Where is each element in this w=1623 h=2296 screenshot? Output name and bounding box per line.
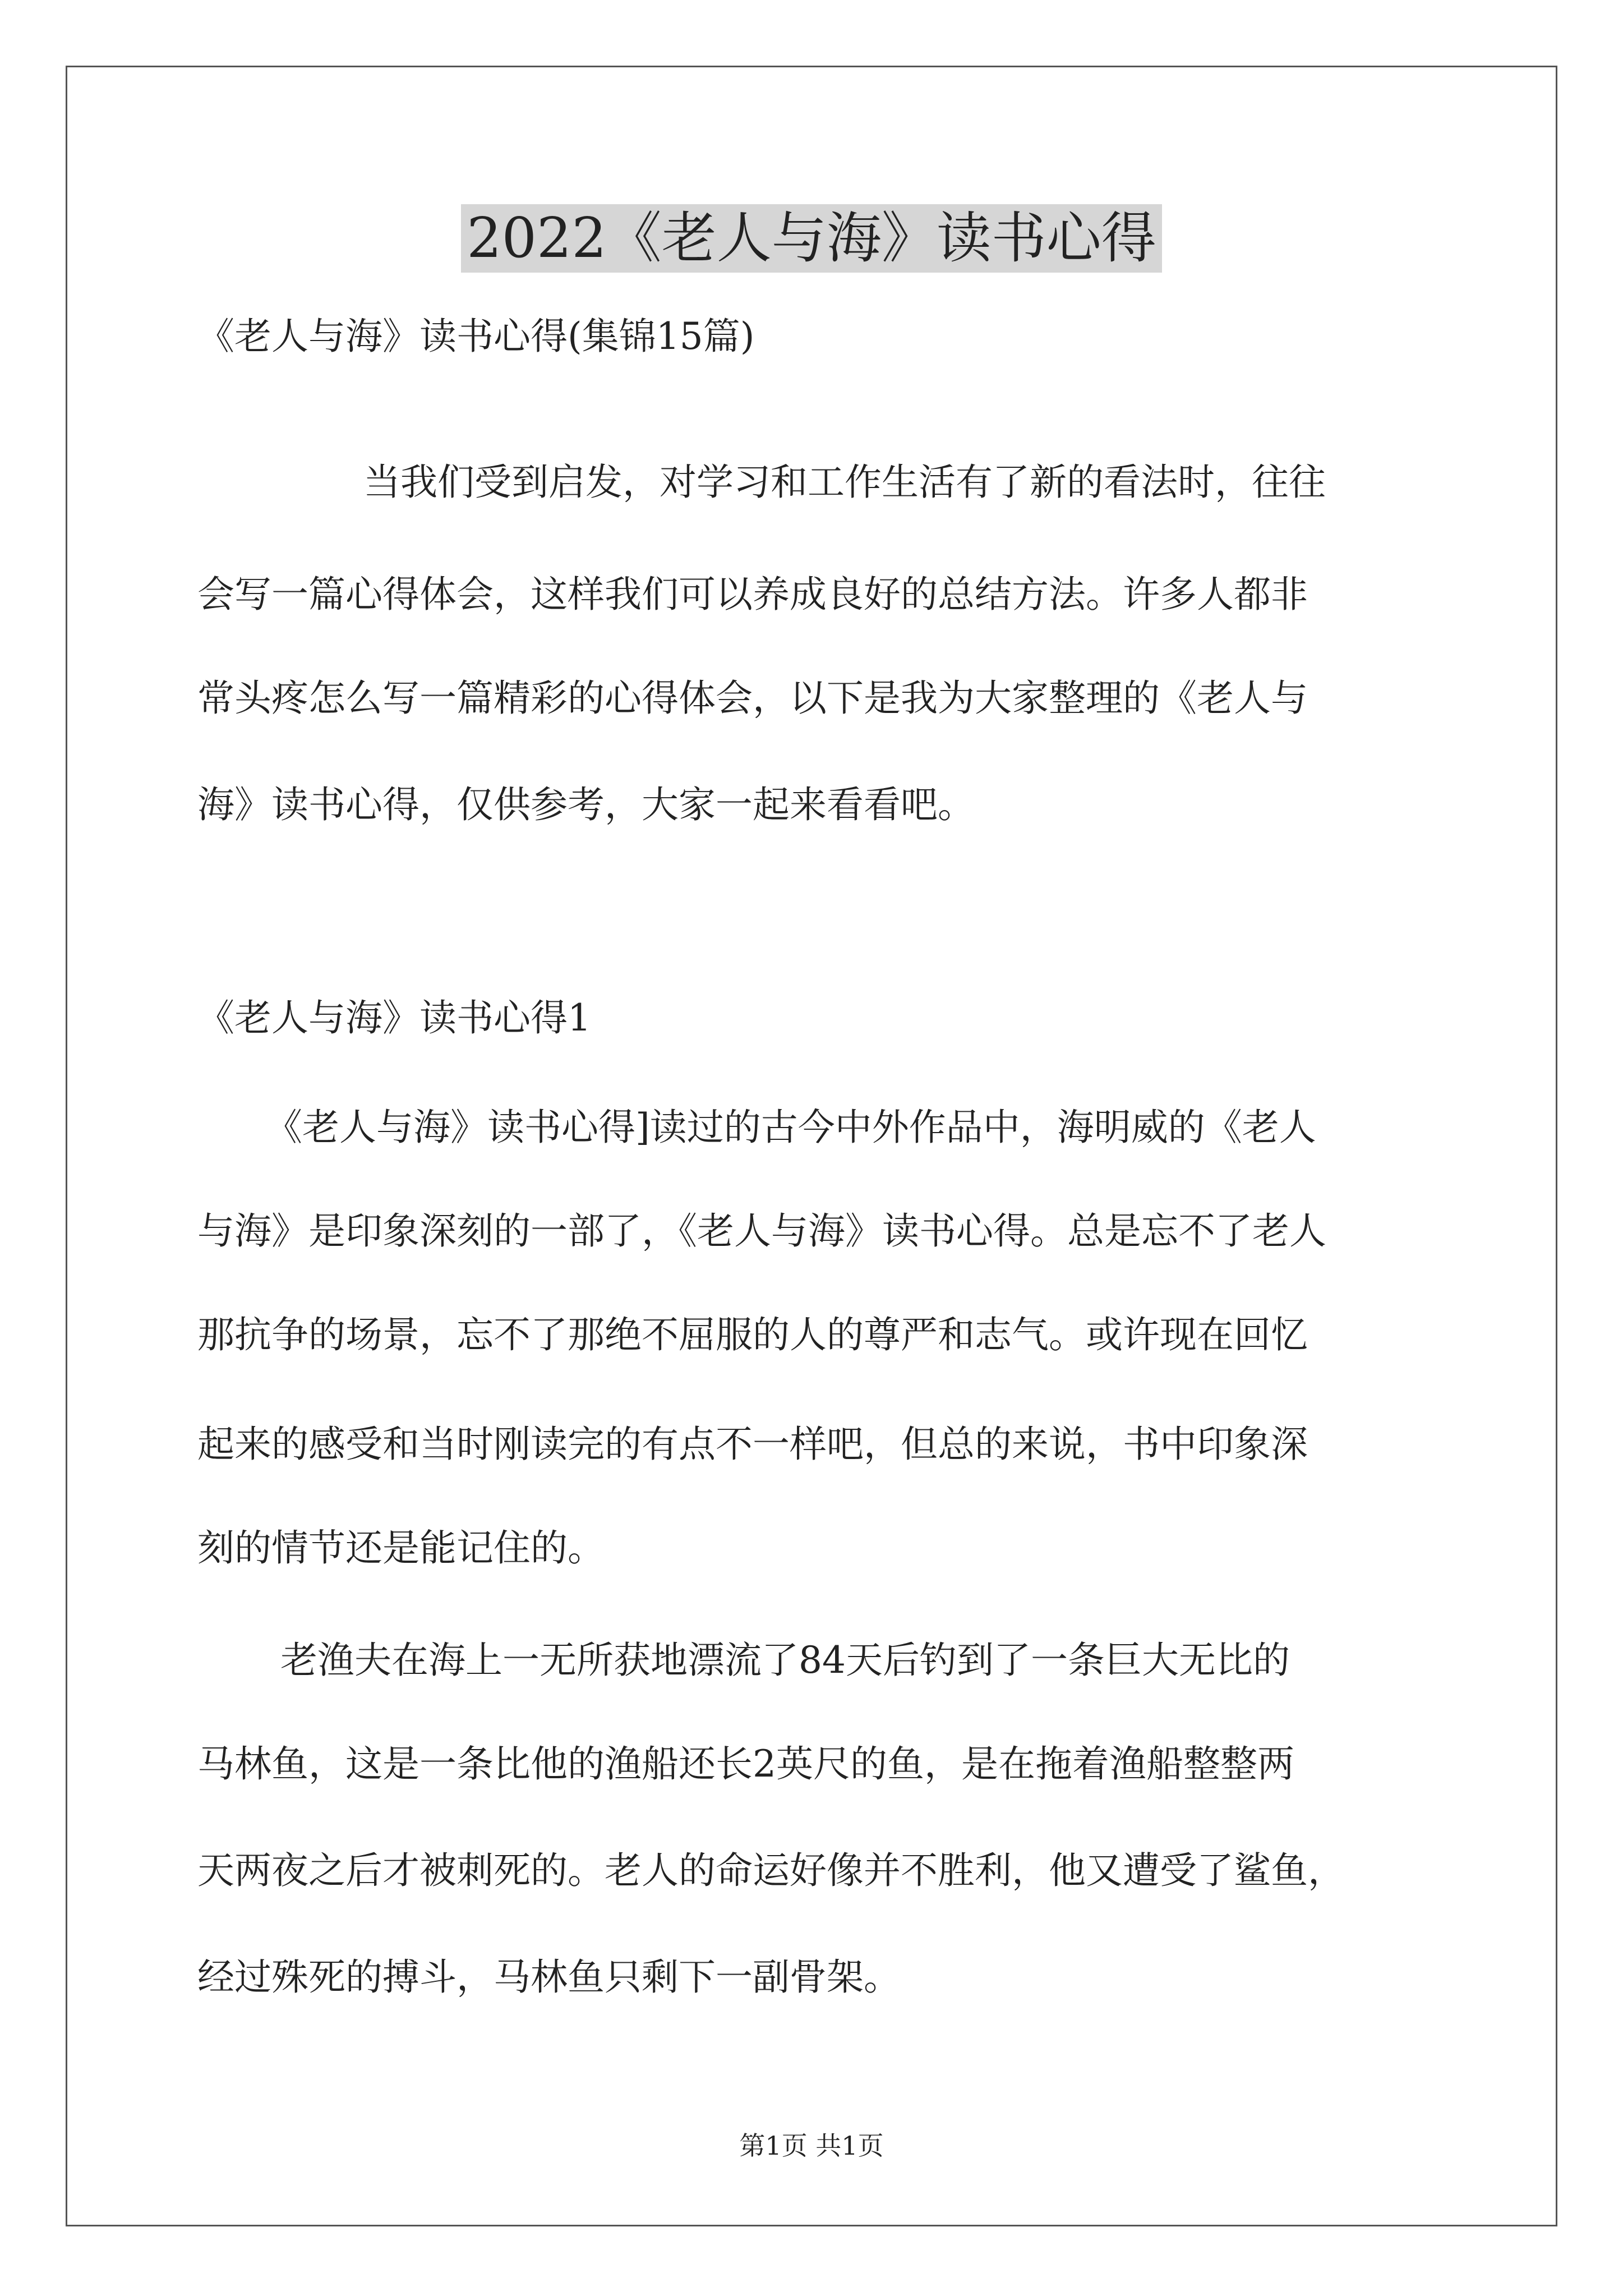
section-heading: 《老人与海》读书心得1	[197, 996, 591, 1039]
paragraph-line: 那抗争的场景，忘不了那绝不屈服的人的尊严和志气。或许现在回忆	[197, 1313, 1308, 1356]
intro-line: 常头疼怎么写一篇精彩的心得体会，以下是我为大家整理的《老人与	[197, 677, 1308, 720]
paragraph-line: 《老人与海》读书心得]读过的古今中外作品中，海明威的《老人	[265, 1106, 1316, 1149]
paragraph-line: 马林鱼，这是一条比他的渔船还长2英尺的鱼，是在拖着渔船整整两	[197, 1742, 1294, 1786]
paragraph-line: 老渔夫在海上一无所获地漂流了84天后钓到了一条巨大无比的	[280, 1639, 1290, 1682]
intro-line: 海》读书心得，仅供参考，大家一起来看看吧。	[197, 783, 975, 826]
paragraph-line: 天两夜之后才被刺死的。老人的命运好像并不胜利，他又遭受了鲨鱼，	[197, 1849, 1345, 1892]
paragraph-line: 刻的情节还是能记住的。	[197, 1526, 605, 1570]
paragraph-line: 起来的感受和当时刚读完的有点不一样吧，但总的来说，书中印象深	[197, 1423, 1308, 1466]
intro-line: 当我们受到启发，对学习和工作生活有了新的看法时，往往	[363, 461, 1326, 504]
paragraph-line: 经过殊死的搏斗，马林鱼只剩下一副骨架。	[197, 1955, 901, 1999]
document-subtitle: 《老人与海》读书心得(集锦15篇)	[197, 315, 755, 358]
intro-line: 会写一篇心得体会，这样我们可以养成良好的总结方法。许多人都非	[197, 573, 1308, 616]
page-footer: 第1页 共1页	[739, 2131, 884, 2161]
document-title-text: 2022《老人与海》读书心得	[461, 204, 1161, 273]
document-title	[0, 202, 1623, 275]
paragraph-line: 与海》是印象深刻的一部了，《老人与海》读书心得。总是忘不了老人	[197, 1209, 1326, 1253]
